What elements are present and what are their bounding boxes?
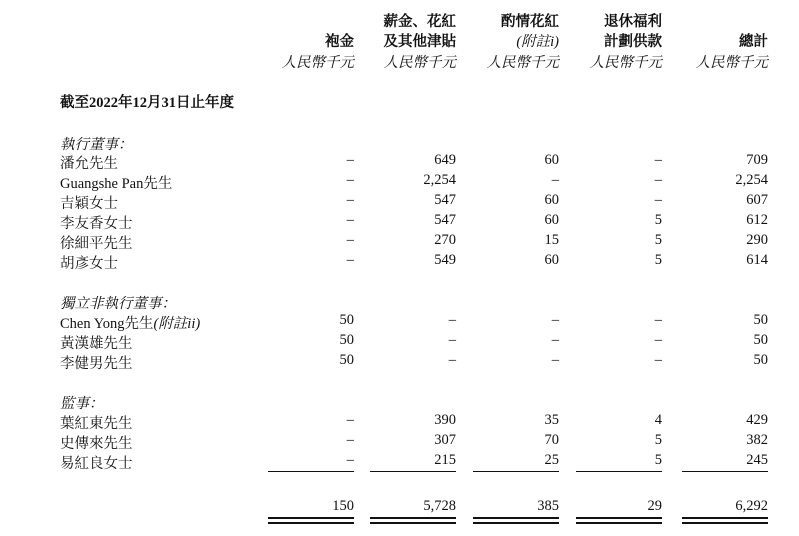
cell-fees: 50 [339,332,354,348]
cell-fees: – [346,172,354,188]
cell-retirement: – [654,312,662,328]
total-bonus: 385 [537,498,559,514]
column-unit: 人民幣千元 [281,55,354,71]
cell-total: 290 [746,232,768,248]
cell-total: 382 [746,432,768,448]
director-name: 李健男先生 [60,356,133,372]
total-double-rule [370,517,456,519]
column-header-label: 退休福利 [604,14,662,30]
cell-fees: 50 [339,312,354,328]
cell-total: 50 [753,332,768,348]
cell-fees: – [346,432,354,448]
cell-salaries: 390 [434,412,456,428]
cell-retirement: 5 [654,452,662,468]
total-double-rule [473,517,559,519]
column-header-label: 總計 [739,34,768,50]
cell-retirement: 4 [654,412,662,428]
cell-retirement: – [654,192,662,208]
column-unit: 人民幣千元 [695,55,768,71]
director-name: 史傳來先生 [60,436,133,452]
subtotal-rule [370,471,456,472]
total-double-rule [268,522,354,524]
cell-total: 614 [746,252,768,268]
cell-total: 50 [753,352,768,368]
cell-retirement: 5 [654,212,662,228]
cell-salaries: – [448,312,456,328]
column-header-label: 酌情花紅 [501,14,559,30]
cell-bonus: – [551,172,559,188]
cell-total: 50 [753,312,768,328]
director-name: Chen Yong先生(附註ii) [60,316,201,332]
column-unit: 人民幣千元 [589,55,662,71]
total-salaries: 5,728 [423,498,456,514]
column-unit: 人民幣千元 [486,55,559,71]
section-heading-executive-directors: 執行董事： [60,137,133,153]
cell-total: 607 [746,192,768,208]
director-name: 黃漢雄先生 [60,336,133,352]
cell-fees: – [346,152,354,168]
cell-fees: – [346,212,354,228]
cell-bonus: – [551,352,559,368]
total-grand: 6,292 [735,498,768,514]
cell-retirement: – [654,172,662,188]
column-unit: 人民幣千元 [383,55,456,71]
total-retirement: 29 [647,498,662,514]
total-double-rule [370,522,456,524]
director-name: 徐細平先生 [60,236,133,252]
period-title: 截至2022年12月31日止年度 [60,95,234,111]
cell-retirement: – [654,352,662,368]
director-name: 胡彥女士 [60,256,118,272]
cell-bonus: 70 [544,432,559,448]
cell-retirement: 5 [654,232,662,248]
cell-total: 245 [746,452,768,468]
column-header-note: (附註i) [516,34,559,50]
director-name: 吉穎女士 [60,196,118,212]
cell-salaries: 547 [434,212,456,228]
cell-fees: – [346,452,354,468]
cell-fees: – [346,192,354,208]
cell-retirement: – [654,332,662,348]
subtotal-rule [682,471,768,472]
total-double-rule [682,522,768,524]
cell-bonus: 35 [544,412,559,428]
cell-total: 612 [746,212,768,228]
cell-bonus: 60 [544,252,559,268]
cell-salaries: 549 [434,252,456,268]
column-header-label: 及其他津貼 [383,34,456,50]
section-heading-independent-directors: 獨立非執行董事： [60,296,176,312]
column-header-label: 薪金、花紅 [383,14,456,30]
subtotal-rule [473,471,559,472]
cell-salaries: – [448,332,456,348]
cell-bonus: 25 [544,452,559,468]
cell-bonus: 60 [544,192,559,208]
cell-fees: – [346,252,354,268]
note-reference: (附註ii) [153,316,201,332]
cell-fees: – [346,232,354,248]
cell-retirement: 5 [654,432,662,448]
cell-bonus: 60 [544,152,559,168]
section-heading-supervisors: 監事： [60,396,104,412]
cell-total: 709 [746,152,768,168]
total-double-rule [682,517,768,519]
cell-bonus: 60 [544,212,559,228]
total-double-rule [576,522,662,524]
director-name: 葉紅東先生 [60,416,133,432]
cell-retirement: – [654,152,662,168]
subtotal-rule [576,471,662,472]
cell-salaries: 307 [434,432,456,448]
total-double-rule [473,522,559,524]
cell-total: 429 [746,412,768,428]
cell-salaries: 649 [434,152,456,168]
cell-salaries: 215 [434,452,456,468]
column-header-label: 計劃供款 [604,34,662,50]
cell-salaries: – [448,352,456,368]
director-name: 李友香女士 [60,216,133,232]
total-double-rule [576,517,662,519]
director-name: 潘允先生 [60,156,118,172]
director-name: Guangshe Pan先生 [60,176,173,192]
cell-bonus: – [551,332,559,348]
total-double-rule [268,517,354,519]
cell-fees: 50 [339,352,354,368]
cell-salaries: 270 [434,232,456,248]
cell-bonus: – [551,312,559,328]
cell-total: 2,254 [735,172,768,188]
cell-bonus: 15 [544,232,559,248]
cell-fees: – [346,412,354,428]
director-name: 易紅良女士 [60,456,133,472]
cell-retirement: 5 [654,252,662,268]
total-fees: 150 [332,498,354,514]
cell-salaries: 547 [434,192,456,208]
subtotal-rule [268,471,354,472]
column-header-label: 袍金 [325,34,354,50]
cell-salaries: 2,254 [423,172,456,188]
